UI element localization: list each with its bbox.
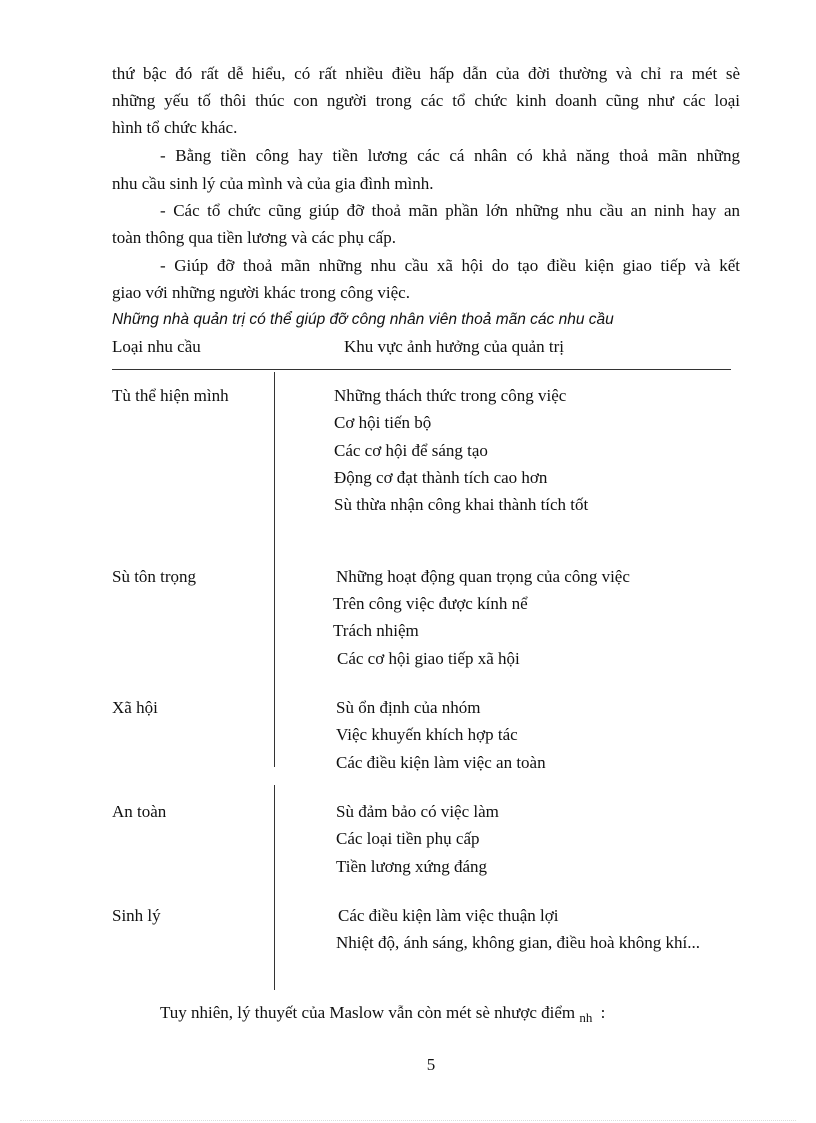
- area-item: Các cơ hội giao tiếp xã hội: [337, 649, 520, 668]
- table-header-rule: [112, 369, 731, 370]
- area-item: Trên công việc được kính nể: [333, 594, 528, 613]
- area-item: Cơ hội tiến bộ: [334, 413, 432, 432]
- area-item: Những thách thức trong công việc: [334, 386, 567, 405]
- table-caption: Những nhà quản trị có thể giúp đỡ công nhân viên thoả mãn các nhu cầu: [112, 311, 614, 328]
- area-item: Các cơ hội để sáng tạo: [334, 441, 488, 460]
- area-item: Sù thừa nhận công khai thành tích tốt: [334, 495, 589, 514]
- bullet-3-line-2: giao với những người khác trong công việc.: [112, 283, 410, 302]
- closing-suffix: nh: [579, 1010, 593, 1025]
- area-item: Các loại tiền phụ cấp: [336, 829, 480, 848]
- bullet-3-line-1: - Giúp đỡ thoả mãn những nhu cầu xã hội do tạo điều kiện giao tiếp và kết: [160, 256, 740, 275]
- area-item: Các điều kiện làm việc an toàn: [336, 753, 546, 772]
- closing-text: Tuy nhiên, lý thuyết của Maslow vẫn còn mét sè nhược điểm: [160, 1003, 576, 1022]
- table-column-divider-lower: [274, 785, 275, 990]
- table-column-divider-upper: [274, 372, 275, 767]
- area-item: Trách nhiệm: [333, 621, 419, 640]
- closing-colon: :: [600, 1003, 606, 1022]
- need-label: Xã hội: [112, 698, 158, 717]
- paragraph-line-3: hình tổ chức khác.: [112, 118, 238, 137]
- table-header-need: Loại nhu cầu: [112, 337, 201, 356]
- bullet-1-line-2: nhu cầu sinh lý của mình và của gia đình mình.: [112, 174, 434, 193]
- paragraph-line-1: thứ bậc đó rất dễ hiểu, có rất nhiều điều hấp dẫn của đời thường và chỉ ra mét sè: [112, 64, 740, 83]
- bullet-1-line-1: - Bằng tiền công hay tiền lương các cá nhân có khả năng thoả mãn những: [160, 146, 740, 165]
- area-item: Sù ổn định của nhóm: [336, 698, 481, 717]
- need-label: Tù thể hiện mình: [112, 386, 229, 405]
- need-label: Sù tôn trọng: [112, 567, 197, 586]
- area-item: Việc khuyến khích hợp tác: [336, 725, 518, 744]
- area-item: Các điều kiện làm việc thuận lợi: [338, 906, 559, 925]
- area-item: Những hoạt động quan trọng của công việc: [336, 567, 630, 586]
- page-bottom-border: [20, 1120, 796, 1121]
- need-label: Sinh lý: [112, 906, 161, 925]
- paragraph-line-2: những yếu tố thôi thúc con người trong các tổ chức kinh doanh cũng như các loại: [112, 91, 740, 110]
- area-item: Sù đảm bảo có việc làm: [336, 802, 499, 821]
- area-item: Động cơ đạt thành tích cao hơn: [334, 468, 548, 487]
- bullet-2-line-1: - Các tổ chức cũng giúp đỡ thoả mãn phần lớn những nhu cầu an ninh hay an: [160, 201, 740, 220]
- bullet-2-line-2: toàn thông qua tiền lương và các phụ cấp.: [112, 228, 396, 247]
- table-header-area: Khu vực ảnh hưởng của quản trị: [344, 337, 565, 356]
- closing-sentence: [160, 1003, 605, 1024]
- area-item: Tiền lương xứng đáng: [336, 857, 487, 876]
- area-item: Nhiệt độ, ánh sáng, không gian, điều hoà không khí...: [336, 933, 701, 952]
- need-label: An toàn: [112, 802, 167, 821]
- page-number: 5: [426, 1055, 436, 1074]
